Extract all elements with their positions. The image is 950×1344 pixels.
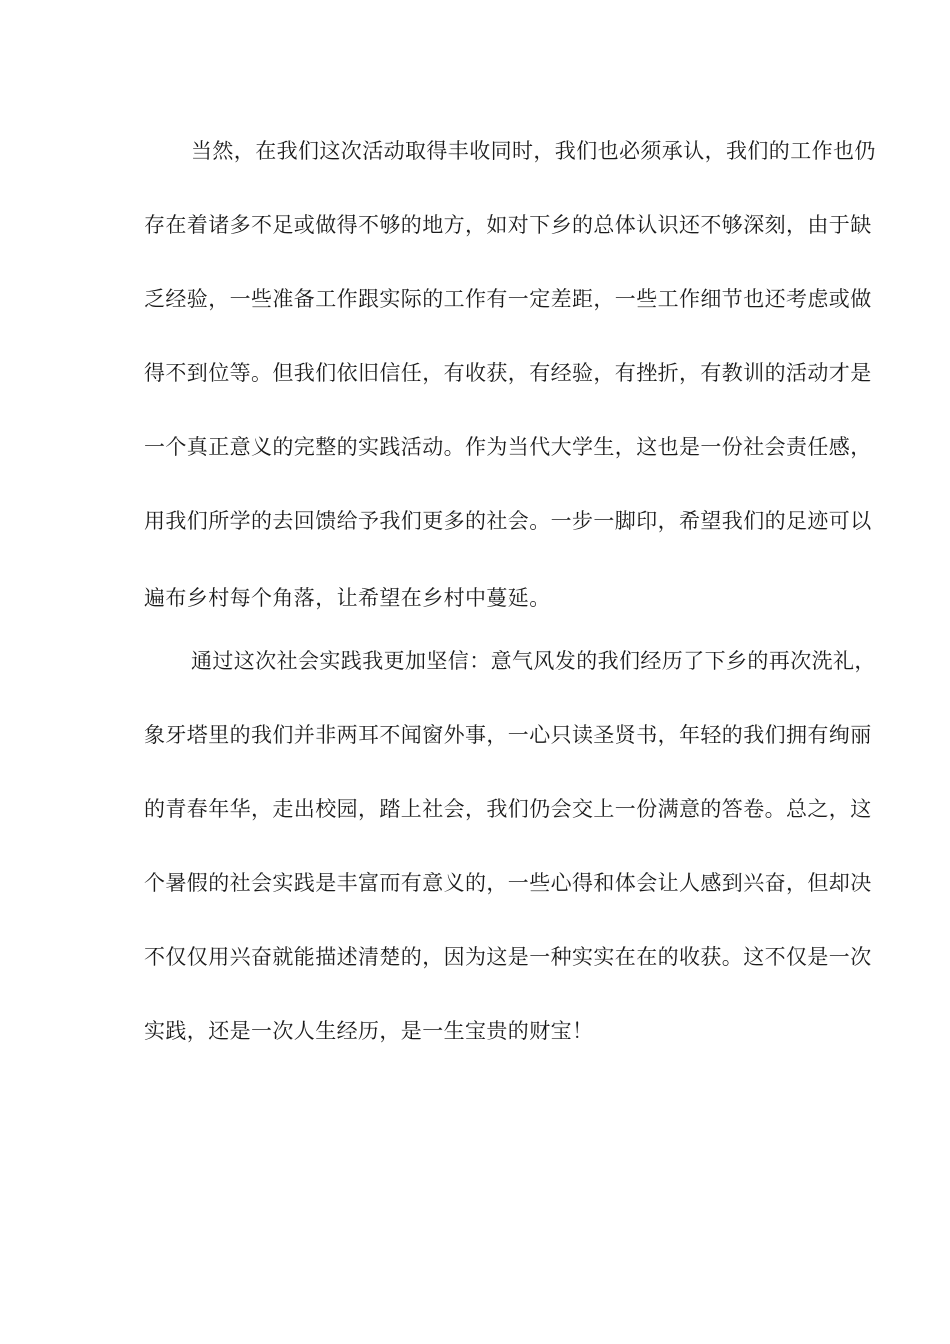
paragraph-2-line-5: 不仅仅用兴奋就能描述清楚的，因为这是一种实实在在的收获。这不仅是一次 xyxy=(144,945,872,969)
paragraph-1-line-3: 乏经验，一些准备工作跟实际的工作有一定差距，一些工作细节也还考虑或做 xyxy=(144,287,872,311)
paragraph-2-line-3: 的青春年华，走出校园，踏上社会，我们仍会交上一份满意的答卷。总之，这 xyxy=(144,797,872,821)
paragraph-1-line-6: 用我们所学的去回馈给予我们更多的社会。一步一脚印，希望我们的足迹可以 xyxy=(144,509,872,533)
paragraph-2-line-6: 实践，还是一次人生经历，是一生宝贵的财宝！ xyxy=(144,1019,594,1043)
paragraph-2-line-1: 通过这次社会实践我更加坚信：意气风发的我们经历了下乡的再次洗礼， xyxy=(191,649,876,673)
paragraph-2-line-4: 个暑假的社会实践是丰富而有意义的，一些心得和体会让人感到兴奋，但却决 xyxy=(144,871,872,895)
paragraph-1-line-5: 一个真正意义的完整的实践活动。作为当代大学生，这也是一份社会责任感， xyxy=(144,435,872,459)
paragraph-1-line-1: 当然，在我们这次活动取得丰收同时，我们也必须承认，我们的工作也仍 xyxy=(191,139,876,163)
paragraph-1-line-7: 遍布乡村每个角落，让希望在乡村中蔓延。 xyxy=(144,586,551,610)
paragraph-2-line-2: 象牙塔里的我们并非两耳不闻窗外事，一心只读圣贤书，年轻的我们拥有绚丽 xyxy=(144,723,872,747)
paragraph-1-line-4: 得不到位等。但我们依旧信任，有收获，有经验，有挫折，有教训的活动才是 xyxy=(144,361,872,385)
paragraph-1-line-2: 存在着诸多不足或做得不够的地方，如对下乡的总体认识还不够深刻，由于缺 xyxy=(144,213,872,237)
